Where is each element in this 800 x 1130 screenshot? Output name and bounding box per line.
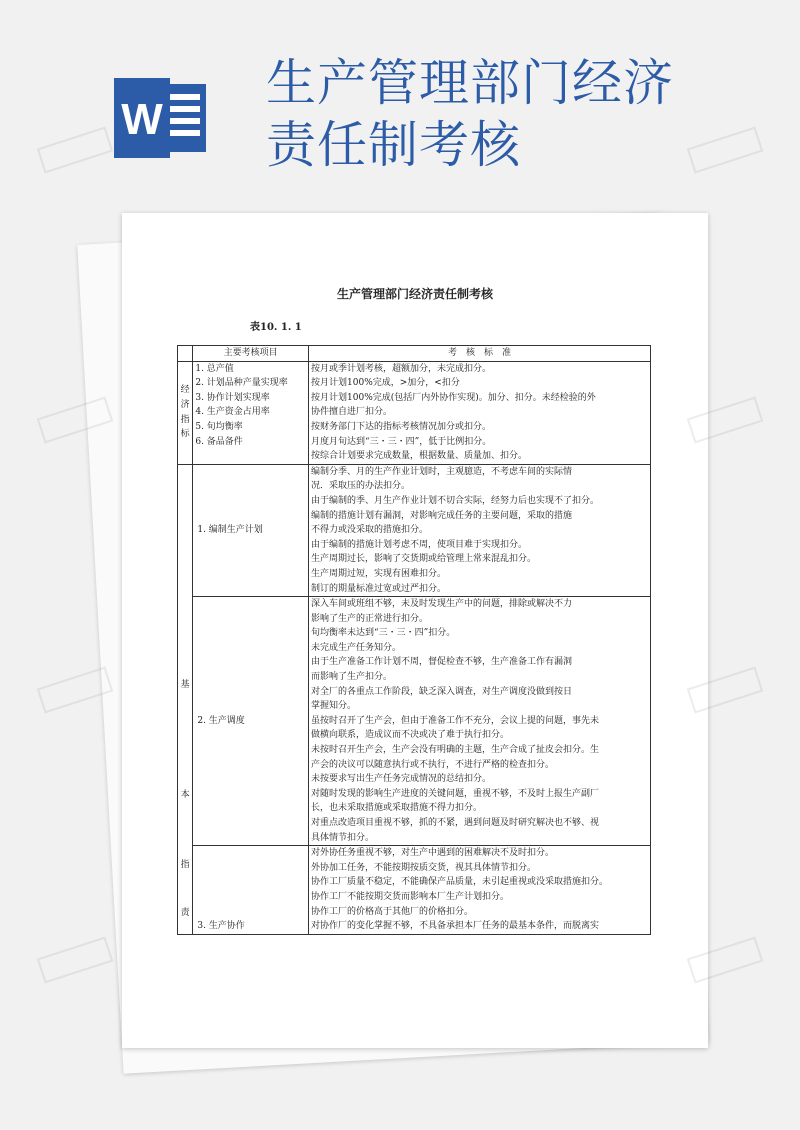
standard-line: 由于编制的季、月生产作业计划不切合实际，经努力后也实现不了扣分。 [311,495,600,506]
item-label: 6. 备品备件 [195,436,243,447]
item-label: 4. 生产资金占用率 [195,407,270,418]
category-char: 济 [180,400,190,411]
category-char: 本 [180,789,190,800]
standard-line: 而影响了生产扣分。 [311,672,393,683]
standard-line: 按财务部门下达的指标考核情况加分或扣分。 [311,421,492,432]
document-title: 生产管理部门经济责任制考核 [336,287,493,301]
economic-items [193,361,309,464]
category-char: 经 [180,385,190,396]
standard-line: 生产周期过长，影响了交货期或给管理上常来混乱扣分。 [311,554,537,565]
header-blank-cell [178,346,193,362]
standard-line: 掌握知分。 [311,701,357,712]
standard-line: 协作工厂的价格高于其他厂的价格扣分。 [311,906,474,917]
standard-line: 对全厂的各重点工作阶段，缺乏深入调查，对生产调度没做到按日 [311,686,573,697]
standard-line: 未完成生产任务知分。 [311,642,402,653]
standard-line: 产会的决议可以随意执行或不执行，不进行严格的检查扣分。 [311,759,555,770]
economic-indicators-row [178,361,651,464]
standard-line: 未按要求写出生产任务完成情况的总结扣分。 [311,774,492,785]
category-economic [178,361,193,464]
table-header-row [178,346,651,362]
category-char: 标 [180,429,190,440]
standard-line: 按月或季计划考核，超额加分，未完成扣分。 [311,363,492,374]
standard-line: 按综合计划要求完成数量，根据数量、质量加、扣分。 [311,451,528,462]
standard-line: 对重点改造项目重视不够，抓的不紧，遇到问题及时研究解决也不够、视 [311,818,600,828]
basic-item-row-2 [178,597,651,846]
document-page [122,213,708,1048]
item-label: 3. 协作计划实现率 [195,392,270,403]
standard-line: 生产周期过短，实现有困难扣分。 [311,568,447,579]
header-standard-column: 考 核 标 准 [309,346,651,362]
standard-line: 具体情节扣分。 [311,832,375,843]
category-char: 基 [180,679,190,690]
standard-line: 不得力或没采取的措施扣分。 [311,525,429,536]
standard-line: 对随时发现的影响生产进度的关键问题，重视不够，不及时上报生产副厂 [311,788,600,799]
standard-line: 深入车间或班组不够，未及时发现生产中的问题，排除或解决不力 [311,599,573,610]
table-number: 表10. 1. 1 [250,322,302,333]
basic-item-2-standards [309,597,651,846]
item-label: 2. 计划品种产量实现率 [195,378,288,389]
assessment-table [177,345,651,935]
standard-line: 协作工厂不能按期交货而影响本厂生产计划扣分。 [311,891,510,902]
standard-line: 制订的期量标准过宽或过严扣分。 [311,583,447,594]
basic-item-row-1 [178,464,651,596]
item-label: 2. 生产调度 [193,597,309,846]
category-basic [178,464,193,934]
standard-line: 按月计划100%完成，>加分，<扣分 [311,378,460,389]
category-char: 指 [180,414,190,425]
standard-line: 长，也未采取措施或采取措施不得力扣分。 [311,803,483,814]
standard-line: 按月计划100%完成(包括厂内外协作实现)。加分、扣分。未经检验的外 [311,392,596,403]
category-char: 责 [180,907,190,918]
standard-line: 由于编制的措施计划考虑不周，使项目难于实现扣分。 [311,539,528,550]
item-label: 1. 总产值 [195,363,234,374]
header-item-column: 主要考核项目 [193,346,309,362]
standard-line: 未按时召开生产会，生产会没有明确的主题，生产合成了扯皮会扣分。生 [311,745,600,756]
standard-line: 对外协任务重视不够，对生产中遇到的困难解决不及时扣分。 [311,848,555,859]
standard-line: 月度月旬达到“三・三・四”，低于比例扣分。 [311,436,492,447]
category-char: 指 [180,859,190,870]
standard-line: 对协作厂的变化掌握不够，不具备承担本厂任务的最基本条件，而脱离实 [311,921,600,932]
word-logo-letter: W [121,95,163,144]
page-title [266,52,786,176]
basic-item-row-3 [178,846,651,935]
standard-line: 编制的措施计划有漏洞，对影响完成任务的主要问题，采取的措施 [311,510,573,521]
page-title-line-2: 责任制考核 [266,116,521,174]
standard-line: 由于生产准备工作计划不周，督促检查不够，生产准备工作有漏洞 [311,657,573,668]
standard-line: 影响了生产的正常进行扣分。 [311,613,429,624]
standard-line: 虽按时召开了生产会，但由于准备工作不充分，会议上提的问题，事先未 [311,715,600,726]
item-label: 3. 生产协作 [193,846,309,935]
standard-line: 协件擅自进厂扣分。 [311,407,393,418]
economic-standards [309,361,651,464]
page-title-line-1: 生产管理部门经济 [266,54,674,112]
basic-item-1-standards [309,464,651,596]
basic-item-3-standards [309,846,651,935]
standard-line: 外协加工任务，不能按期按质交货，视其具体情节扣分。 [311,862,537,873]
standard-line: 旬均衡率未达到“三・三・四”扣分。 [311,628,456,639]
item-label: 1. 编制生产计划 [193,464,309,596]
standard-line: 协作工厂质量不稳定，不能确保产品质量，未引起重视或没采取措施扣分。 [311,877,609,888]
standard-line: 做横向联系，造成议而不决或决了难于执行扣分。 [311,730,510,741]
standard-line: 况．采取压的办法扣分。 [311,481,411,492]
word-document-icon [110,78,210,158]
standard-line: 编制分季、月的生产作业计划时，主观臆造，不考虑车间的实际情 [311,466,573,477]
item-label: 5. 旬均衡率 [195,421,243,432]
